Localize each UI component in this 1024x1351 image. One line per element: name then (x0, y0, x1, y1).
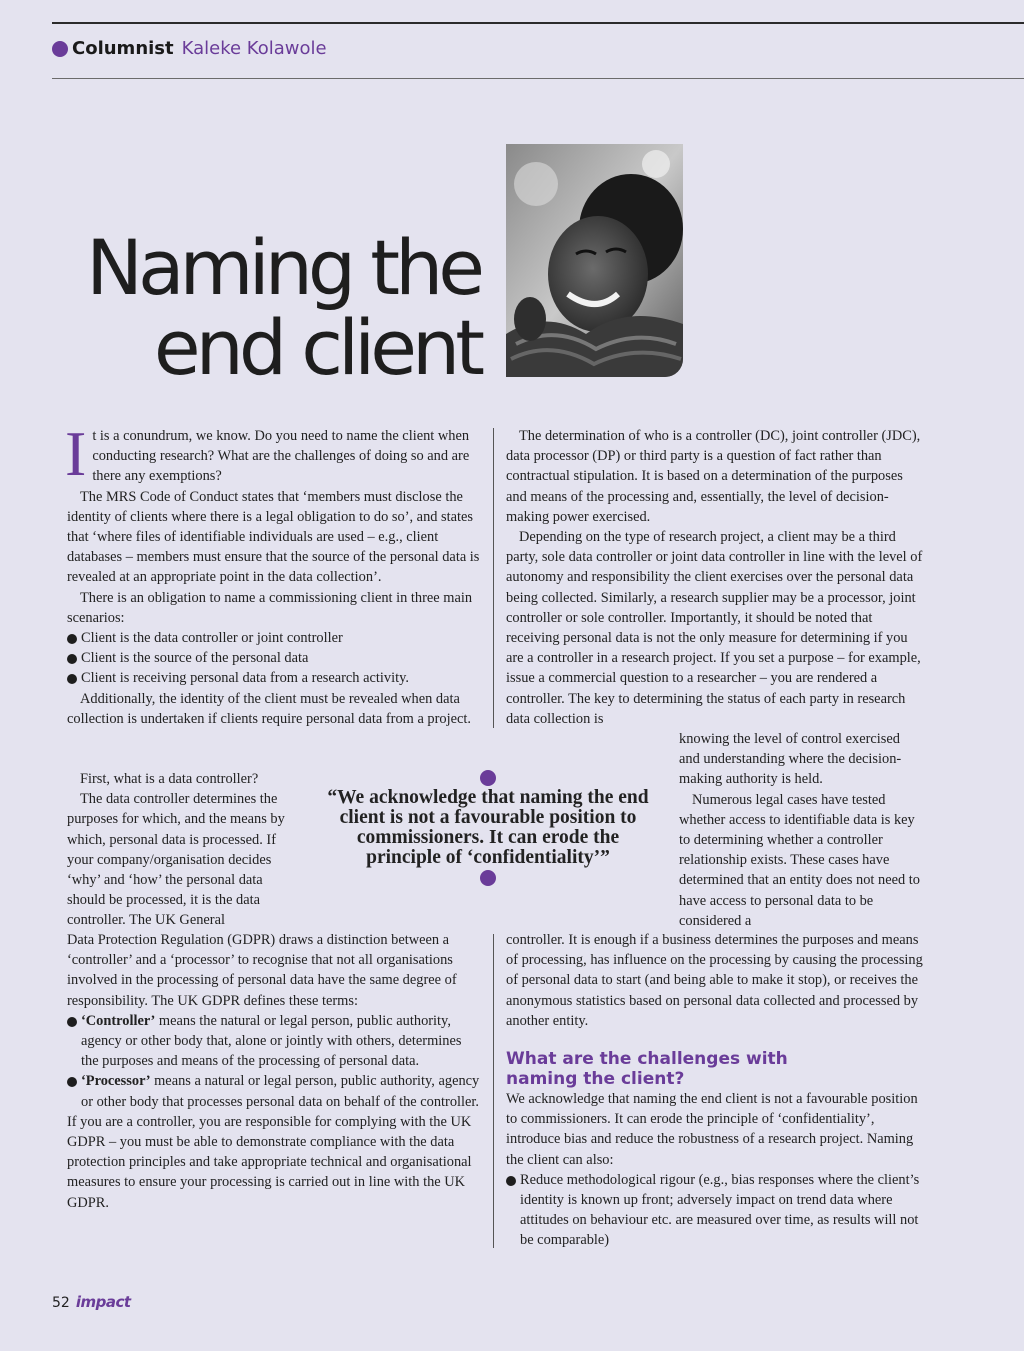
list-item: Client is the data controller or joint controller (67, 628, 482, 648)
column-label: Columnist (72, 38, 174, 59)
pull-quote-text: “We acknowledge that naming the end client is not a favourable position to commissioners. It can erode the principle of ‘confidentiality’” (327, 787, 649, 868)
article-title (60, 223, 480, 392)
paragraph-legal-cases: Numerous legal cases have tested whether access to identifiable data is key to determining whether a controller relationship exists. These cases have determined that an entity does not need to have access to personal data to be considered a (679, 791, 920, 929)
paragraph-mrs-code: The MRS Code of Conduct states that ‘members must disclose the identity of clients where there is a legal obligation to do so’, and states that ‘where files of identifiable individuals are used – e.g., client databases – members must ensure that the source of the personal data is revealed at an appropriate point in the data collection’. (67, 488, 480, 586)
list-item: Reduce methodological rigour (e.g., bias responses where the client’s identity is known up front; adversely impact on trend data where attitudes on behaviour etc. are measured over time, as results will not be comparable) (506, 1170, 924, 1251)
list-item: Client is the source of the personal data (67, 648, 482, 668)
header-rule (52, 78, 1024, 79)
paragraph-data-controller: The data controller determines the purposes for which, and the means by which, personal data is processed. If your company/organisation decides ‘why’ and ‘how’ the personal data should be processed, it is the data controller. The UK General (67, 791, 285, 929)
title-line-2: end client (153, 303, 480, 392)
magazine-logo: impact (75, 1293, 131, 1311)
column-divider (493, 428, 494, 728)
columnist-name: Kaleke Kolawole (181, 38, 327, 59)
left-column-lower (67, 930, 482, 1213)
bullet-dot-icon (52, 41, 68, 57)
paragraph-obligation: There is an obligation to name a commissioning client in three main scenarios: (67, 589, 473, 626)
additionally-text: Additionally, the identity of the client must be revealed when data collection is undertaken if clients require personal data from a project. (67, 690, 471, 727)
page-number: 52 (52, 1295, 70, 1311)
portrait-illustration (506, 144, 683, 377)
drop-cap: I (65, 418, 87, 489)
intro-paragraph (65, 418, 482, 489)
pull-quote (318, 770, 658, 886)
left-column-narrow (67, 769, 299, 931)
paragraph-project-type: Depending on the type of research project, a client may be a third party, sole data controller or joint data controller in line with the level of autonomy and responsibility the client exercises over the personal data being collected. Similarly, a research supplier may be a processor, joint controller or sole controller. Importantly, it should be noted that receiving personal data is not the only measure for determining if you are a controller in a research project. If you set a purpose – for example, issue a commercial question to a researcher – you are rendered a controller. The key to determining the status of each party in research data collection is (506, 529, 923, 727)
paragraph-compliance: If you are a controller, you are responsible for complying with the UK GDPR – you must be able to demonstrate compliance with the data protection principles and take appropriate technical and organisational measures to ensure your processing is carried out in line with the UK GDPR. (67, 1113, 472, 1211)
paragraph-control-cont: knowing the level of control exercised and understanding where the decision-making authority is held. (679, 731, 902, 788)
intro-text: t is a conundrum, we know. Do you need to name the client when conducting research? What are the challenges of doing so and are there any exemptions? (92, 428, 470, 485)
quote-dot-icon (480, 770, 496, 786)
page-footer (52, 1293, 131, 1311)
paragraph-challenges: We acknowledge that naming the end client is not a favourable position to commissioners. It can erode the principle of ‘confidentiality’, introduce bias and reduce the robustness of a research project. Naming the client can also: (506, 1091, 918, 1168)
list-item: Client is receiving personal data from a research activity. (67, 668, 482, 688)
paragraph-gdpr: Data Protection Regulation (GDPR) draws a distinction between a ‘controller’ and a ‘processor’ to recognise that not all organisations involved in the processing of personal data have the same degree of responsibility. The UK GDPR defines these terms: (67, 932, 457, 1009)
left-column-upper (65, 418, 482, 729)
quote-dot-icon (480, 870, 496, 886)
right-column-narrow (679, 729, 924, 931)
term-controller: ‘Controller’ (81, 1012, 156, 1029)
right-column-upper (506, 426, 924, 729)
section-heading: What are the challenges with naming the client? (506, 1049, 788, 1090)
paragraph-determination: The determination of who is a controller (DC), joint controller (JDC), data processor (DP) or third party is a question of fact rather than contractual stipulation. It is based on a determination of the purposes and means of the processing and, essentially, the level of decision-making power exercised. (506, 428, 921, 525)
definition-processor-text: means a natural or legal person, public authority, agency or other body that processes personal data on behalf of the controller. (81, 1073, 480, 1110)
columnist-portrait (506, 144, 683, 377)
definition-controller (67, 1011, 482, 1072)
definition-controller-text: means the natural or legal person, public authority, agency or other body that, alone or jointly with others, determines the purposes and means of the processing of personal data. (81, 1012, 462, 1070)
column-header (52, 38, 327, 59)
paragraph-additionally (67, 689, 482, 729)
top-rule (52, 22, 1024, 24)
definition-processor (67, 1071, 482, 1111)
right-column-lower (506, 930, 924, 1251)
column-divider (493, 934, 494, 1248)
term-processor: ‘Processor’ (81, 1073, 151, 1090)
paragraph-controller-cont: controller. It is enough if a business determines the purposes and means of processing, has influence on the processing by causing the processing of personal data to start (and being able to make it stop), or receives the anonymous statistics based on personal data collected and processed by another entity. (506, 932, 923, 1029)
title-line-1: Naming the (86, 223, 480, 312)
paragraph-question: First, what is a data controller? (80, 771, 259, 787)
